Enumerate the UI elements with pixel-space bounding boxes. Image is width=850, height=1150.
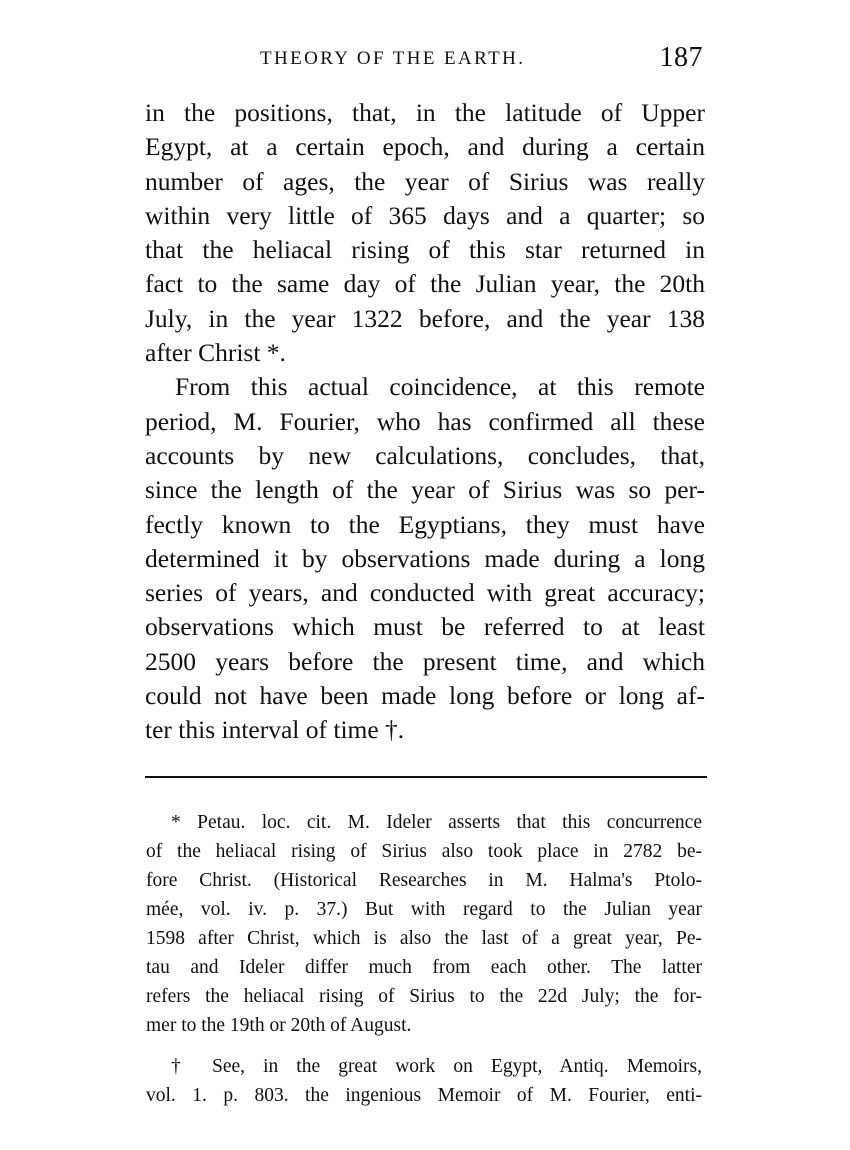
text-line: that the heliacal rising of this star returned in [145,235,705,265]
text-line: accounts by new calculations, concludes, that, [145,440,705,470]
text-line: Egypt, at a certain epoch, and during a certain [145,132,705,162]
footnote-asterisk [146,808,702,1040]
main-text [145,96,705,748]
running-head [145,42,705,76]
footnote-dagger [146,1052,702,1110]
text-line: ter this interval of time †. [145,715,405,745]
text-line: July, in the year 1322 before, and the year 138 [145,303,705,333]
text-line: period, M. Fourier, who has confirmed all these [145,406,705,436]
footnote-line: mée, vol. iv. p. 37.) But with regard to the Julian year [146,899,702,920]
text-line: observations which must be referred to at least [145,612,705,642]
footnote-line: † See, in the great work on Egypt, Antiq. Memoirs, [171,1056,702,1077]
text-line: determined it by observations made during a long [145,543,705,573]
footnote-gap [146,1040,702,1052]
footnote-line: * Petau. loc. cit. M. Ideler asserts that this concurrence [171,812,702,833]
running-title: THEORY OF THE EARTH. [260,48,526,69]
text-line: series of years, and conducted with great accuracy; [145,578,705,608]
footnote-line: tau and Ideler differ much from each other. The latter [146,957,702,978]
footnote-line: refers the heliacal rising of Sirius to the 22d July; the for- [146,986,702,1007]
text-line: after Christ *. [145,338,286,368]
footnote-line: vol. 1. p. 803. the ingenious Memoir of M. Fourier, enti- [146,1085,702,1106]
text-line: fact to the same day of the Julian year, the 20th [145,269,705,299]
text-line: within very little of 365 days and a quarter; so [145,200,705,230]
text-line: could not have been made long before or long af- [145,681,705,711]
footnote-rule [145,776,707,778]
footnote-line: 1598 after Christ, which is also the last of a great year, Pe- [146,928,702,949]
footnote-line: mer to the 19th or 20th of August. [146,1015,412,1036]
text-line: fectly known to the Egyptians, they must have [145,509,705,539]
footnote-line: of the heliacal rising of Sirius also took place in 2782 be- [146,841,702,862]
page-number: 187 [659,42,703,73]
text-line: in the positions, that, in the latitude of Upper [145,98,705,127]
text-line: 2500 years before the present time, and which [145,646,705,676]
text-line: number of ages, the year of Sirius was really [145,166,705,196]
paragraph-first-line: From this actual coincidence, at this remote [175,372,705,402]
text-line: since the length of the year of Sirius was so per- [145,475,705,505]
footnote-line: fore Christ. (Historical Researches in M. Halma's Ptolo- [146,870,702,891]
footnotes [146,808,702,1110]
